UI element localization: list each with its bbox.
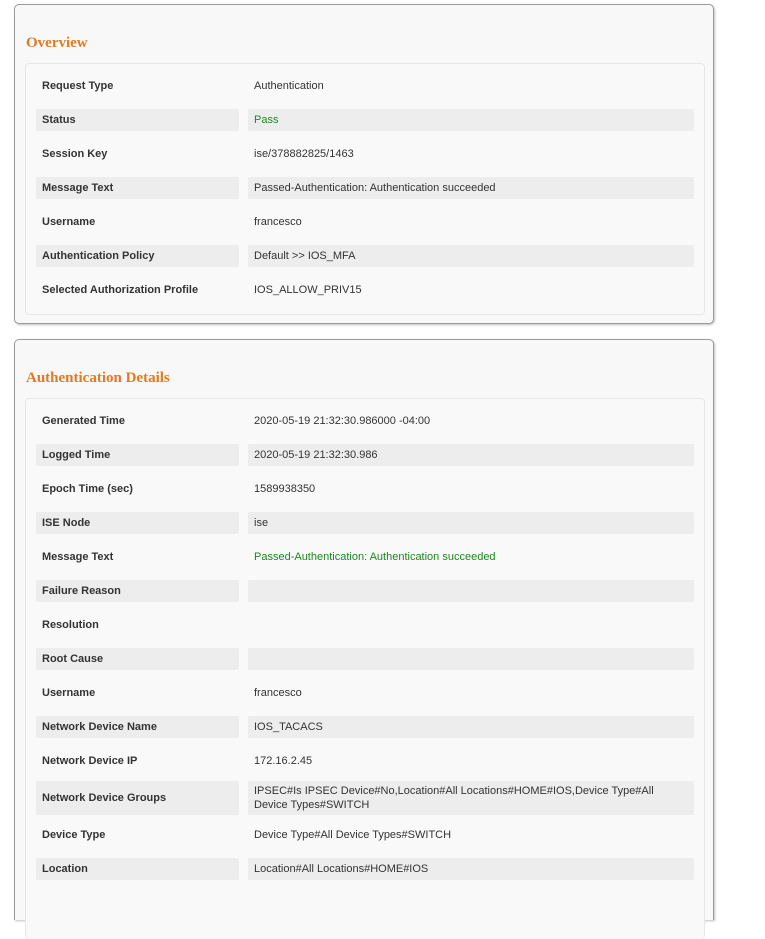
row-value: 2020-05-19 21:32:30.986000 -04:00 xyxy=(254,415,431,427)
row-message-text xyxy=(36,540,694,574)
row-network-device-ip xyxy=(36,744,694,778)
row-authorization-profile xyxy=(36,273,694,307)
row-value: Location#All Locations#HOME#IOS xyxy=(248,858,694,880)
row-value: Passed-Authentication: Authentication succeeded xyxy=(248,177,694,199)
overview-title: Overview xyxy=(26,35,88,51)
row-label: Message Text xyxy=(42,551,114,563)
row-label: Request Type xyxy=(42,80,114,92)
row-label: Session Key xyxy=(42,148,108,160)
message-text-value: Passed-Authentication: Authentication succeeded xyxy=(254,551,496,563)
row-label: Selected Authorization Profile xyxy=(42,284,199,296)
row-value xyxy=(248,580,694,602)
row-root-cause xyxy=(36,642,694,676)
row-label: Network Device Groups xyxy=(36,781,239,815)
row-label: Root Cause xyxy=(36,648,239,670)
row-network-device-groups xyxy=(36,778,694,818)
row-value: IOS_TACACS xyxy=(248,716,694,738)
row-epoch-time xyxy=(36,472,694,506)
row-label: Device Type xyxy=(42,829,106,841)
row-failure-reason xyxy=(36,574,694,608)
row-value: ise/378882825/1463 xyxy=(254,148,354,160)
row-value: Authentication xyxy=(254,80,324,92)
row-label: Message Text xyxy=(36,177,239,199)
row-value: francesco xyxy=(254,216,302,228)
row-label: Username xyxy=(42,216,96,228)
overview-table xyxy=(25,63,705,315)
row-username xyxy=(36,205,694,239)
row-value: Default >> IOS_MFA xyxy=(248,245,694,267)
row-label: Failure Reason xyxy=(36,580,239,602)
row-request-type xyxy=(36,69,694,103)
row-device-type xyxy=(36,818,694,852)
row-location xyxy=(36,852,694,886)
row-value: IOS_ALLOW_PRIV15 xyxy=(254,284,362,296)
row-label: ISE Node xyxy=(36,512,239,534)
row-message-text xyxy=(36,171,694,205)
row-logged-time xyxy=(36,438,694,472)
row-value: Device Type#All Device Types#SWITCH xyxy=(254,829,452,841)
row-status xyxy=(36,103,694,137)
row-label: Resolution xyxy=(42,619,99,631)
row-network-device-name xyxy=(36,710,694,744)
row-label: Network Device IP xyxy=(42,755,138,767)
row-value xyxy=(248,614,694,636)
row-label: Authentication Policy xyxy=(36,245,239,267)
row-value: 1589938350 xyxy=(254,483,316,495)
row-resolution xyxy=(36,608,694,642)
row-label: Logged Time xyxy=(36,444,239,466)
row-session-key xyxy=(36,137,694,171)
row-value: 2020-05-19 21:32:30.986 xyxy=(248,444,694,466)
authentication-details-panel xyxy=(14,339,714,920)
row-username xyxy=(36,676,694,710)
row-value xyxy=(248,648,694,670)
row-label: Status xyxy=(36,109,239,131)
row-authentication-policy xyxy=(36,239,694,273)
row-value: francesco xyxy=(254,687,302,699)
row-label: Generated Time xyxy=(42,415,125,427)
row-value: 172.16.2.45 xyxy=(254,755,313,767)
status-value: Pass xyxy=(248,109,694,131)
overview-panel xyxy=(14,4,714,324)
row-label: Location xyxy=(36,858,239,880)
row-label: Network Device Name xyxy=(36,716,239,738)
row-value: IPSEC#Is IPSEC Device#No,Location#All Locations#HOME#IOS,Device Type#All Device Types#SWITCH xyxy=(248,781,694,815)
authentication-details-table xyxy=(25,398,705,939)
row-ise-node xyxy=(36,506,694,540)
authentication-details-title: Authentication Details xyxy=(26,370,170,386)
row-generated-time xyxy=(36,404,694,438)
row-value: ise xyxy=(248,512,694,534)
row-label: Epoch Time (sec) xyxy=(42,483,133,495)
row-label: Username xyxy=(42,687,96,699)
